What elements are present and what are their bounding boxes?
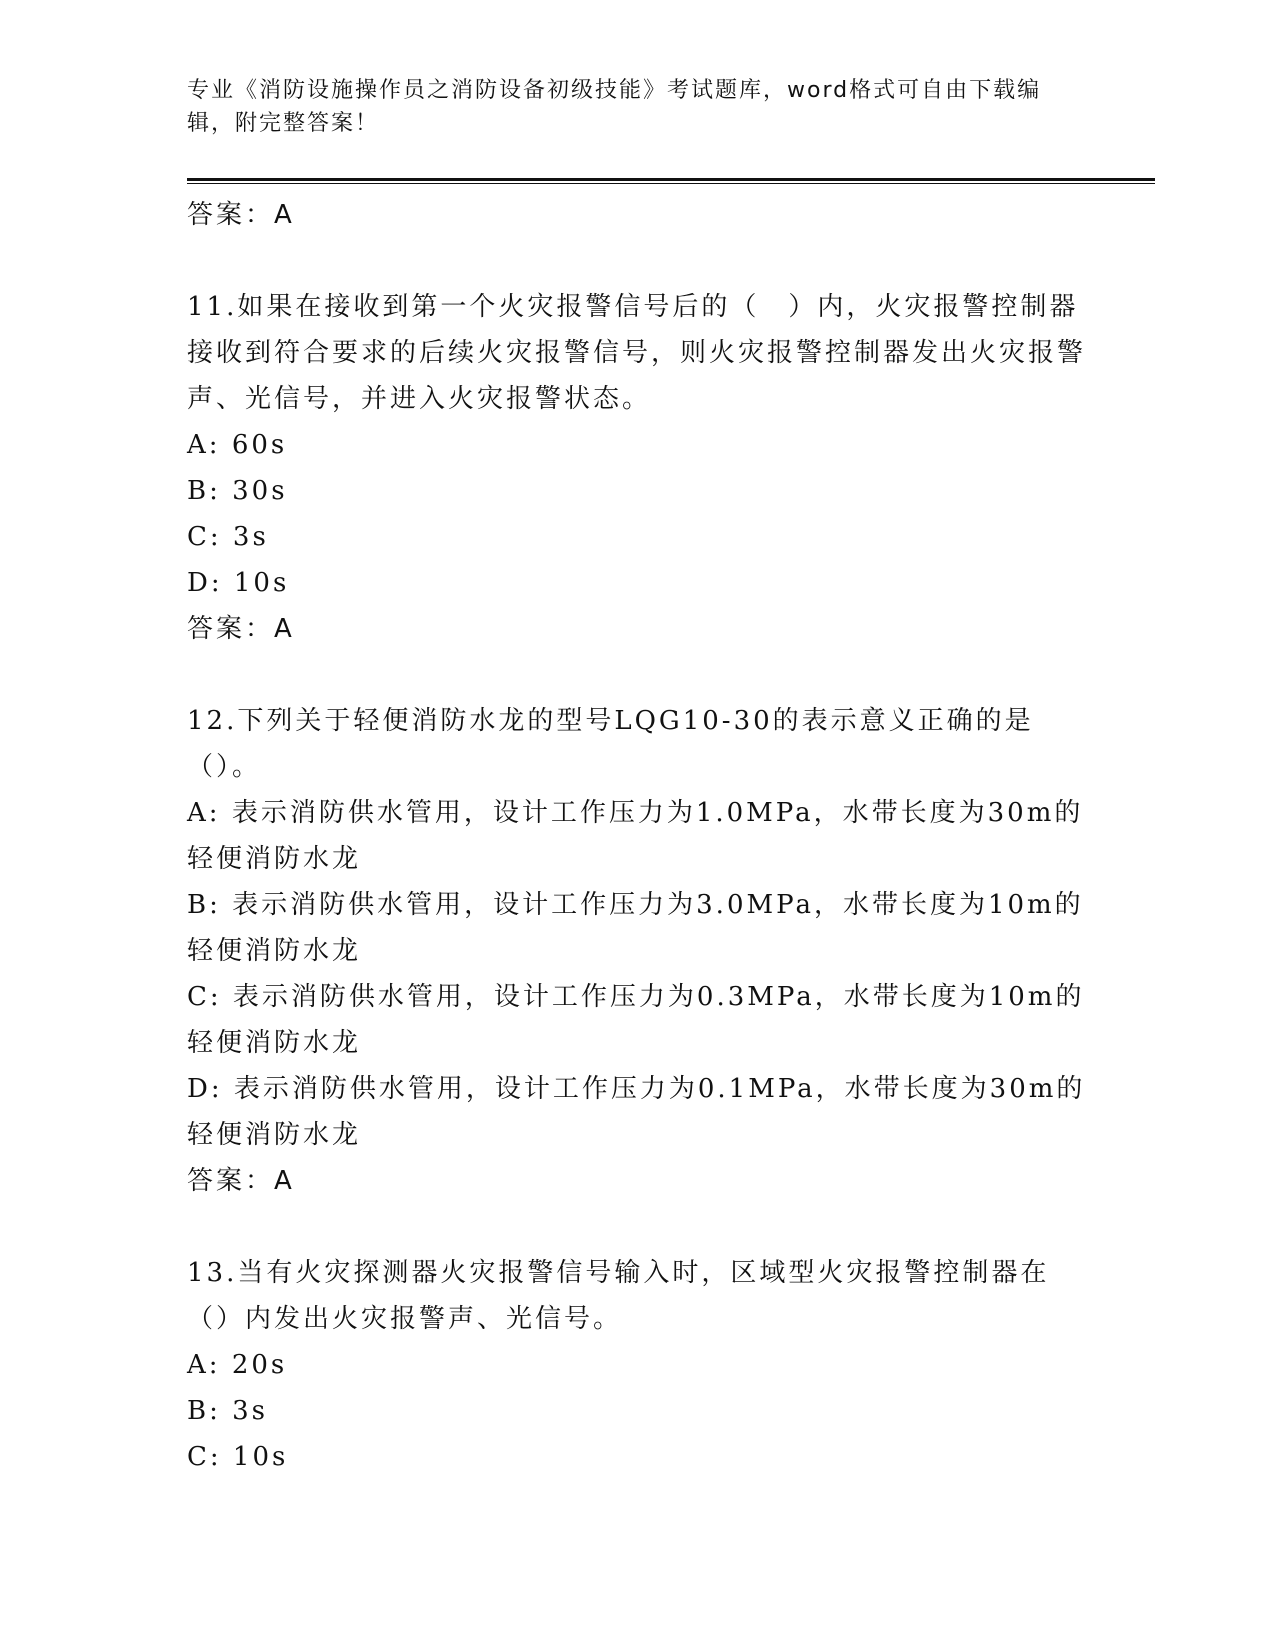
answer-value: A: [274, 1166, 295, 1196]
option-letter: D:: [187, 1074, 223, 1104]
question-stem: 11.如果在接收到第一个火灾报警信号后的（ ）内，火灾报警控制器接收到符合要求的后续火灾报警信号，则火灾报警控制器发出火灾报警声、光信号，并进入火灾报警状态。: [187, 292, 1087, 414]
option-text: 表示消防供水管用，设计工作压力为0.1MPa，水带长度为30m的轻便消防水龙: [187, 1074, 1086, 1150]
spacer: [187, 238, 1087, 284]
header-rule-thin: [187, 183, 1155, 184]
spacer: [187, 1204, 1087, 1250]
answer-line: [187, 192, 1087, 238]
document-header: 专业《消防设施操作员之消防设备初级技能》考试题库，word格式可自由下载编辑，附完整答案！: [187, 78, 1042, 136]
option-text: 3s: [232, 1396, 269, 1426]
answer-label: 答案：: [187, 1166, 275, 1196]
option-c: [187, 974, 1087, 1066]
option-text: 表示消防供水管用，设计工作压力为1.0MPa，水带长度为30m的轻便消防水龙: [187, 798, 1084, 874]
question-list: [187, 192, 1087, 1480]
option-c: [187, 514, 1087, 560]
option-letter: C:: [187, 1442, 222, 1472]
option-letter: A:: [187, 1350, 221, 1380]
option-a: [187, 422, 1087, 468]
option-a: [187, 1342, 1087, 1388]
option-letter: C:: [187, 982, 222, 1012]
option-d: [187, 560, 1087, 606]
option-text: 30s: [232, 476, 288, 506]
option-text: 10s: [233, 568, 290, 598]
question-12: [187, 698, 1087, 1204]
option-letter: B:: [187, 1396, 221, 1426]
option-letter: C:: [187, 522, 222, 552]
option-a: [187, 790, 1087, 882]
option-letter: B:: [187, 890, 221, 920]
question-13: [187, 1250, 1087, 1480]
question-11: [187, 284, 1087, 652]
header-rule-thick: [187, 178, 1155, 181]
option-text: 60s: [231, 430, 288, 460]
option-letter: A:: [187, 430, 221, 460]
option-b: [187, 1388, 1087, 1434]
answer-label: 答案：: [187, 614, 275, 644]
spacer: [187, 652, 1087, 698]
answer-value: A: [274, 614, 295, 644]
option-letter: A:: [187, 798, 221, 828]
answer-label: 答案：: [187, 200, 275, 230]
option-text: 3s: [232, 522, 269, 552]
option-c: [187, 1434, 1087, 1480]
option-d: [187, 1066, 1087, 1158]
answer-line: [187, 606, 1087, 652]
option-text: 表示消防供水管用，设计工作压力为3.0MPa，水带长度为10m的轻便消防水龙: [187, 890, 1084, 966]
option-text: 10s: [232, 1442, 289, 1472]
option-letter: D:: [187, 568, 223, 598]
option-text: 20s: [231, 1350, 288, 1380]
option-text: 表示消防供水管用，设计工作压力为0.3MPa，水带长度为10m的轻便消防水龙: [187, 982, 1085, 1058]
option-b: [187, 882, 1087, 974]
option-letter: B:: [187, 476, 221, 506]
question-stem: 12.下列关于轻便消防水龙的型号LQG10-30的表示意义正确的是（）。: [187, 706, 1034, 782]
answer-value: A: [274, 200, 295, 230]
question-stem: 13.当有火灾探测器火灾报警信号输入时，区域型火灾报警控制器在（）内发出火灾报警声、光信号。: [187, 1258, 1050, 1334]
answer-line: [187, 1158, 1087, 1204]
option-b: [187, 468, 1087, 514]
